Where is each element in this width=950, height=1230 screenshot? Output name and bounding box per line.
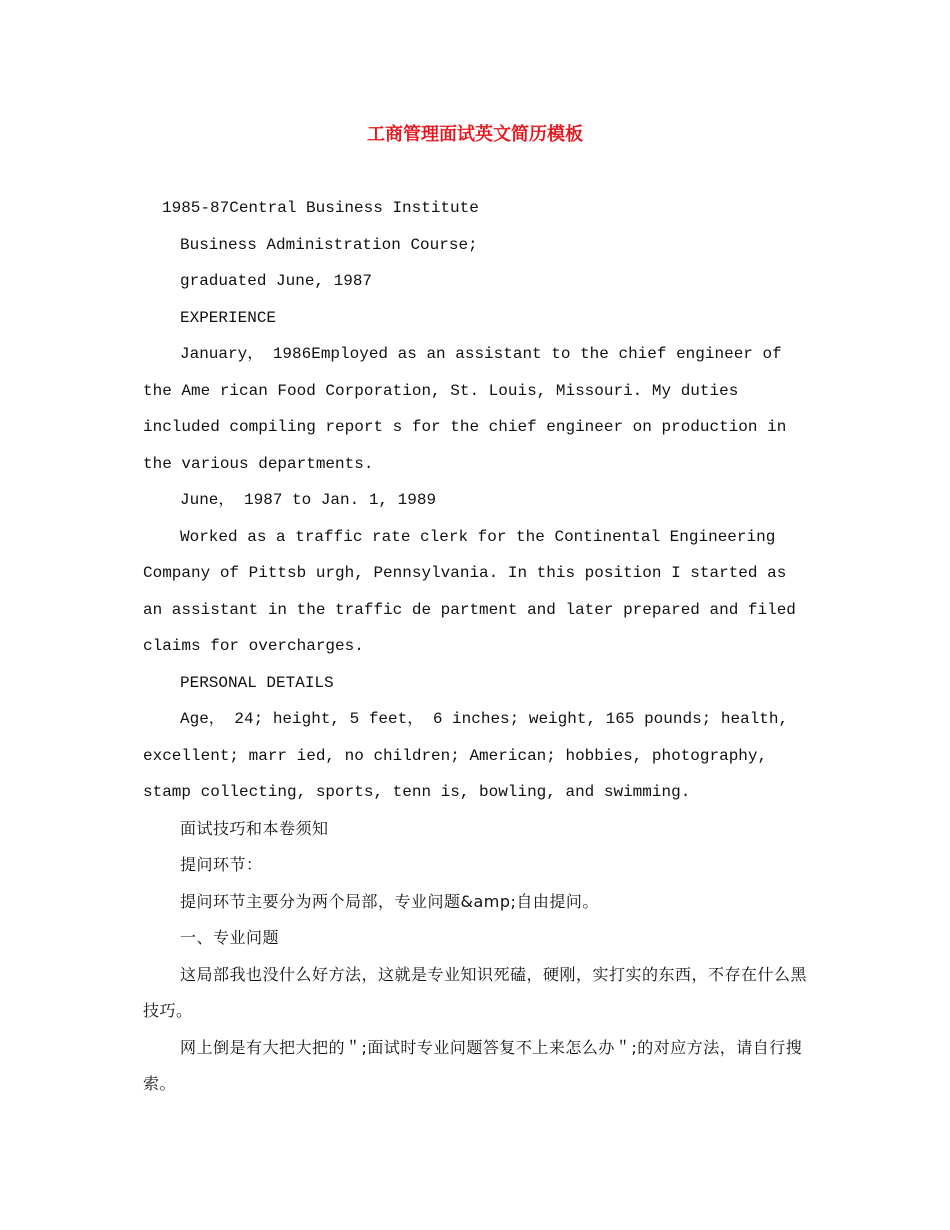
online-resources-text: 网上倒是有大把大把的＂;面试时专业问题答复不上来怎么办＂;的对应方法，请自行搜索。 bbox=[143, 1037, 803, 1093]
questions-section-intro: 提问环节主要分为两个局部，专业问题&amp;自由提问。 bbox=[180, 891, 599, 911]
experience-entry-1: January， 1986Employed as an assistant to the chief engineer of the Ame rican Food Corporation, St. Louis, Missouri. My duties included compiling report s for the chief engineer on production in the various departments. bbox=[143, 345, 787, 473]
professional-questions-text: 这局部我也没什么好方法，这就是专业知识死磕，硬刚，实打实的东西，不存在什么黑技巧。 bbox=[143, 964, 808, 1020]
experience-heading: EXPERIENCE bbox=[180, 308, 277, 327]
document-body bbox=[143, 190, 813, 1103]
personal-details-heading: PERSONAL DETAILS bbox=[180, 673, 334, 692]
interview-tips-heading: 面试技巧和本卷须知 bbox=[180, 818, 329, 838]
questions-section-heading: 提问环节： bbox=[180, 855, 263, 874]
personal-details-text: Age， 24; height, 5 feet， 6 inches; weight, 165 pounds; health, excellent; marr ied, no children; American; hobbies, photography, stamp collecting, sports, tenn is, bowling, and swimming. bbox=[143, 710, 789, 801]
education-graduation-line: graduated June, 1987 bbox=[180, 272, 373, 290]
experience-entry-2: Worked as a traffic rate clerk for the Continental Engineering Company of Pittsb urgh, Pennsylvania. In this position I started as an assistant in the traffic de partment and later prepared and filed claims for overcharges. bbox=[143, 527, 796, 655]
professional-questions-heading: 一、专业问题 bbox=[180, 928, 280, 947]
education-dates-line: 1985-87Central Business Institute bbox=[162, 199, 479, 217]
education-course-line: Business Administration Course; bbox=[180, 235, 478, 254]
experience-dates-2: June， 1987 to Jan. 1, 1989 bbox=[180, 491, 437, 509]
document-title: 工商管理面试英文简历模板 bbox=[367, 124, 583, 145]
